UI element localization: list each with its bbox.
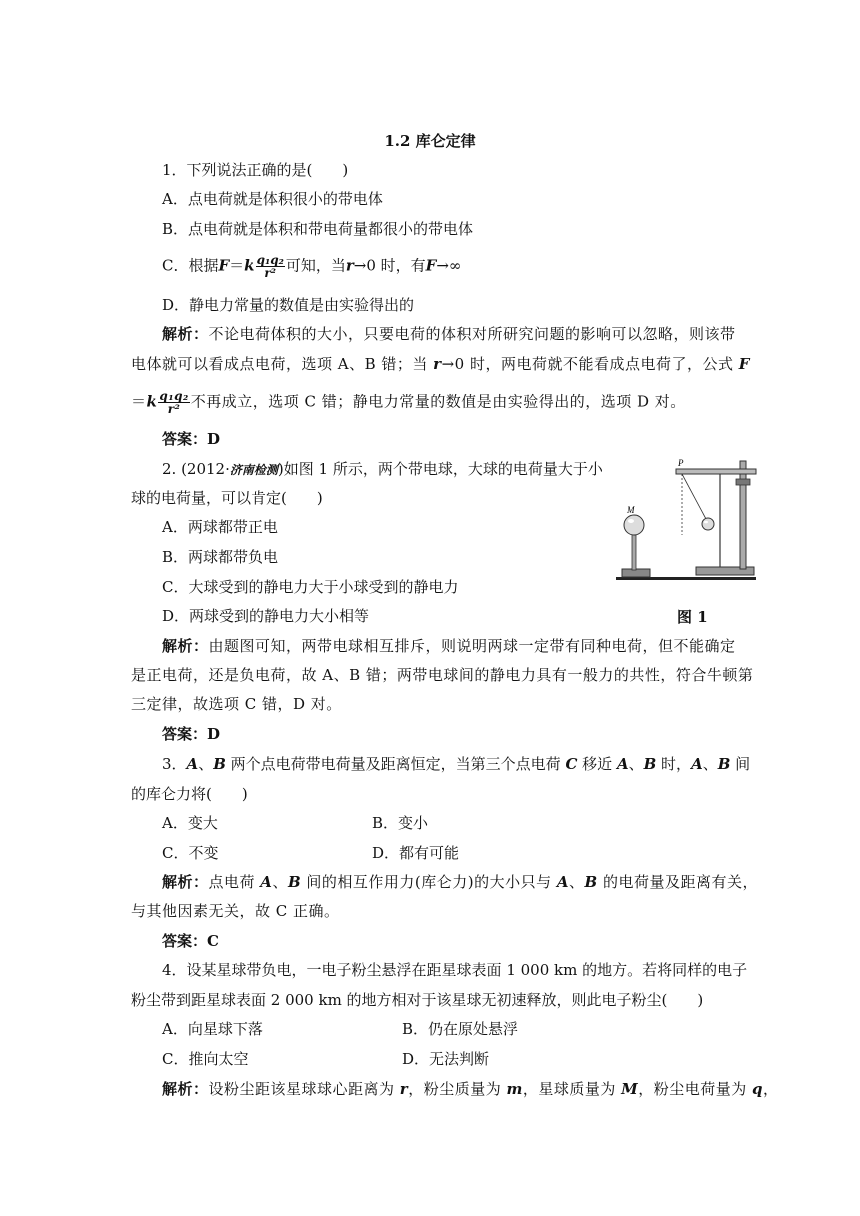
q1-option-d: D．静电力常量的数值是由实验得出的 (162, 296, 415, 314)
small-ball-highlight (704, 521, 708, 524)
q1-option-a: A．点电荷就是体积很小的带电体 (162, 190, 383, 208)
q3-stem-line1: 3．A、B 两个点电荷带电荷量及距离恒定，当第三个点电荷 C 移近 A、B 时，A、B 间 (162, 755, 751, 773)
q4-stem-line2: 粉尘带到距星球表面 2 000 km 的地方相对于该星球无初速释放，则此电子粉尘( ) (131, 991, 704, 1009)
q2-explanation-line1: 解析：由题图可知，两带电球相互排斥，则说明两球一定带有同种电荷，但不能确定 (162, 637, 736, 655)
q2-option-a: A．两球都带正电 (162, 518, 278, 536)
q2-stem-line2: 球的电荷量，可以肯定( ) (131, 489, 323, 507)
q4-stem-line1: 4．设某星球带负电，一电子粉尘悬浮在距星球表面 1 000 km 的地方。若将同样的电子 (162, 961, 748, 979)
q3-explanation-line2: 与其他因素无关，故 C 正确。 (131, 902, 340, 920)
small-ball (702, 518, 714, 530)
q1-stem: 1．下列说法正确的是( ) (162, 161, 349, 179)
q1-explanation-line2: 电体就可以看成点电荷，选项 A、B 错；当 r→0 时，两电荷就不能看成点电荷了，公式 F (131, 355, 750, 373)
post-clamp (736, 479, 750, 485)
q1-explanation-fraction: $\frac{\text{q₁q₂}}{\text{r²}}$ (159, 389, 189, 416)
q4-option-a: A．向星球下落 (162, 1020, 263, 1038)
ball-highlight (628, 519, 634, 523)
horizontal-arm (676, 469, 756, 474)
q4-option-d: D．无法判断 (402, 1050, 490, 1068)
q4-explanation-line1: 解析：设粉尘距该星球球心距离为 r，粉尘质量为 m，星球质量为 M，粉尘电荷量为 q， (162, 1080, 779, 1098)
q4-option-c: C．推向太空 (162, 1050, 249, 1068)
page-title: 1.2 库仑定律 (384, 132, 476, 150)
q1-explanation-line1: 解析：不论电荷体积的大小，只要电荷的体积对所研究问题的影响可以忽略，则该带 (162, 325, 736, 343)
q2-explanation-line3: 三定律，故选项 C 错，D 对。 (131, 695, 342, 713)
vertical-post (740, 461, 746, 569)
q3-stem-line2: 的库仑力将( ) (131, 785, 248, 803)
q2-explanation-line2: 是正电荷，还是负电荷，故 A、B 错；两带电球间的静电力具有一般力的共性，符合牛顿第 (131, 666, 754, 684)
q1-answer: 答案：D (162, 430, 221, 448)
label-p: P (678, 458, 684, 468)
q3-option-a: A．变大 (162, 814, 218, 832)
q3-explanation-line1: 解析：点电荷 A、B 间的相互作用力(库仑力)的大小只与 A、B 的电荷量及距离有关， (162, 873, 759, 891)
q3-option-d: D．都有可能 (372, 844, 460, 862)
q2-option-d: D．两球受到的静电力大小相等 (162, 607, 370, 625)
q3-answer: 答案：C (162, 932, 219, 950)
figure-1-apparatus (612, 455, 762, 585)
q1-option-c: C．根据F＝k $\frac{\text{q₁q₂}}{\text{r²}}$ 可知，当r→0 时，有F→∞ (162, 253, 462, 280)
q1-explanation-line3: ＝k $\frac{\text{q₁q₂}}{\text{r²}}$ 不再成立，选项 C 错；静电力常量的数值是由实验得出的，选项 D 对。 (131, 389, 686, 416)
figure-caption: 图 1 (677, 608, 708, 626)
q1-option-b: B．点电荷就是体积和带电荷量都很小的带电体 (162, 220, 474, 238)
q3-option-c: C．不变 (162, 844, 219, 862)
q2-answer: 答案：D (162, 725, 221, 743)
label-m: M (627, 505, 635, 515)
q2-option-c: C．大球受到的静电力大于小球受到的静电力 (162, 578, 459, 596)
thread (682, 474, 706, 519)
q4-option-b: B．仍在原处悬浮 (402, 1020, 519, 1038)
q3-option-b: B．变小 (372, 814, 429, 832)
q1-fraction: $\frac{\text{q₁q₂}}{\text{r²}}$ (256, 253, 284, 280)
large-ball-m (624, 515, 644, 535)
insulating-rod (632, 532, 636, 570)
q2-stem-line1: 2. (2012·济南检测)如图 1 所示，两个带电球，大球的电荷量大于小 (162, 460, 603, 478)
q2-option-b: B．两球都带负电 (162, 548, 279, 566)
